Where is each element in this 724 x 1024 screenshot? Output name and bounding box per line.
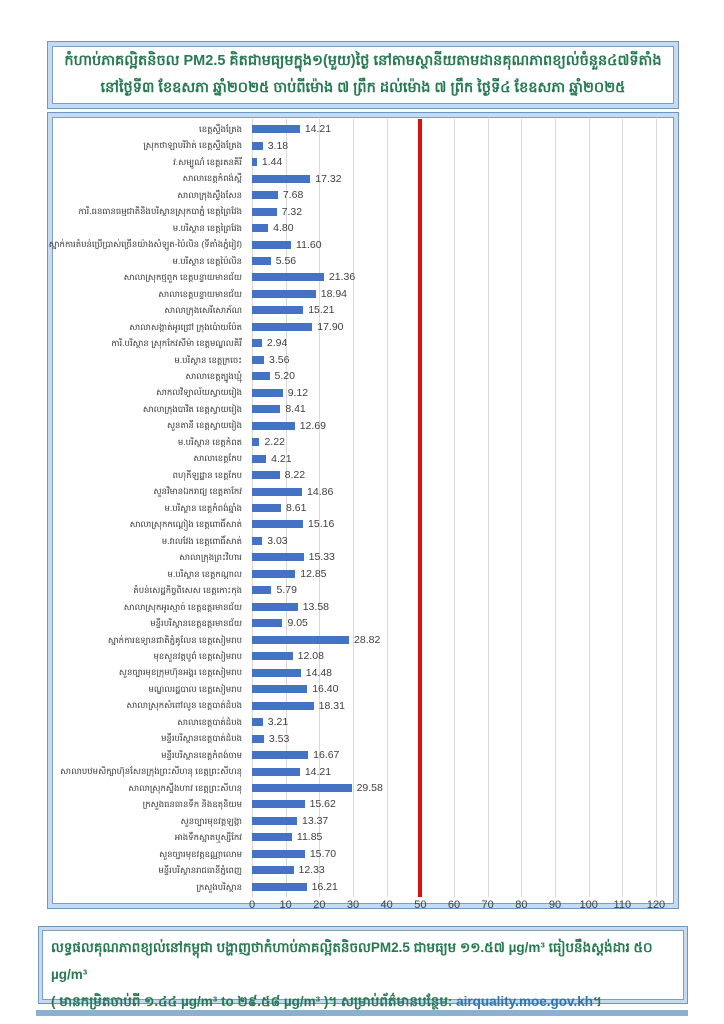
x-tick-label: 100 xyxy=(579,899,598,911)
bar xyxy=(252,158,257,166)
bar-area xyxy=(252,763,676,779)
category-label: សាលាស្រុកស្ទឹងហាវ ខេត្តព្រះសីហនុ xyxy=(128,782,242,793)
bar-area xyxy=(252,170,676,186)
value-label: 3.53 xyxy=(268,732,290,745)
bar xyxy=(252,685,307,693)
bar xyxy=(252,883,307,891)
bar xyxy=(252,389,283,397)
value-label: 3.18 xyxy=(267,139,289,152)
category-label: មណ្ឌលរដ្ឋបាល ខេត្តសៀមរាប xyxy=(148,683,242,694)
value-label: 4.80 xyxy=(273,222,294,235)
bar xyxy=(252,372,270,380)
bar-area xyxy=(252,434,676,450)
chart-box xyxy=(47,112,679,909)
category-label: ម.បរិស្ថាន ខេត្តក្រចេះ xyxy=(174,354,242,365)
category-label: ម.បរិស្ថាន ខេត្តប៉ៃលិន xyxy=(172,255,242,266)
category-label: ការិ.ធនធានធម្មជាតិនិងបរិស្ថានស្រុកបាភ្នំ ខេត្តព្រៃវែង xyxy=(78,206,242,217)
bar-row xyxy=(50,385,676,401)
bar-row xyxy=(50,566,676,582)
bar-area xyxy=(252,632,676,648)
value-label: 29.58 xyxy=(356,781,383,794)
bar-row xyxy=(50,516,676,532)
value-label: 13.37 xyxy=(302,814,329,827)
bar-row xyxy=(50,170,676,186)
category-label: ស្នាក់ការតំបន់ប្រើប្រាស់ច្រើនយ៉ាងសំឡូត-ប៉ៃលិន (ទីតាំងភ្នំរៀវ) xyxy=(48,239,242,250)
value-label: 15.62 xyxy=(309,798,336,811)
value-label: 14.86 xyxy=(307,485,334,498)
bar-area xyxy=(252,599,676,615)
footer-line2: ( មានកម្រិតចាប់ពី ១.៤៤ µg/m³ to ២៩.៥៨ µg/m³ )។ សម្រាប់ព័ត៌មានបន្ថែម: xyxy=(51,994,457,1009)
bar xyxy=(252,142,263,150)
value-label: 15.21 xyxy=(308,304,335,317)
bar-area xyxy=(252,813,676,829)
value-label: 11.60 xyxy=(296,238,322,251)
bar-area xyxy=(252,730,676,746)
category-label: សាលាក្រុងសេរីសោភ័ណ xyxy=(164,305,242,316)
category-label: ពហុកីឡដ្ឋាន ខេត្តកែប xyxy=(172,469,242,480)
bar-row xyxy=(50,697,676,713)
category-label: ម.បរិស្ថាន ខេត្តកំពត xyxy=(177,436,242,447)
bar-row xyxy=(50,236,676,252)
bar-area xyxy=(252,137,676,153)
bar-row xyxy=(50,401,676,417)
bar-area xyxy=(252,615,676,631)
bar-area xyxy=(252,450,676,466)
bar-area xyxy=(252,582,676,598)
category-label: សាលាស្រុកសំពៅលូន ខេត្តបាត់ដំបង xyxy=(126,700,242,711)
bar xyxy=(252,751,308,759)
bar-area xyxy=(252,664,676,680)
bar-row xyxy=(50,747,676,763)
bar xyxy=(252,735,264,743)
category-label: សួនតានី ខេត្តស្វាយរៀង xyxy=(166,420,242,431)
bar xyxy=(252,603,298,611)
x-axis xyxy=(248,899,666,915)
category-label: ក្រសួងបរិស្ថាន xyxy=(196,881,242,892)
bar xyxy=(252,570,295,578)
bar xyxy=(252,356,264,364)
bar-row xyxy=(50,599,676,615)
bar xyxy=(252,866,294,874)
category-label: សាលាបឋមសិក្សាហ៊ុនសែនក្រុងព្រះសីហនុ ខេត្តព្រះសីហនុ xyxy=(60,766,242,777)
category-label: មន្ទីរបរិស្ថានខេត្តកំពង់ចាម xyxy=(161,749,242,760)
bar xyxy=(252,520,303,528)
value-label: 12.85 xyxy=(300,567,327,580)
bar-area xyxy=(252,286,676,302)
bar-area xyxy=(252,352,676,368)
bar-row xyxy=(50,335,676,351)
category-label: មន្ទីរបរិស្ថានរាជធានីភ្នំពេញ xyxy=(158,865,242,876)
value-label: 13.58 xyxy=(302,600,329,613)
x-tick-label: 80 xyxy=(515,899,528,911)
bar xyxy=(252,833,292,841)
bar-row xyxy=(50,483,676,499)
bar-row xyxy=(50,450,676,466)
value-label: 16.21 xyxy=(311,880,338,893)
category-label: មុខសួនវត្តបូព៌ ខេត្តសៀមរាប xyxy=(153,650,242,661)
value-label: 1.44 xyxy=(261,156,283,169)
category-label: សាលាខេត្តកែប xyxy=(193,453,242,464)
value-label: 15.33 xyxy=(308,551,335,564)
category-label: សាលាខេត្តត្បូងឃ្មុំ xyxy=(185,371,242,382)
bar-row xyxy=(50,253,676,269)
x-tick-label: 10 xyxy=(279,899,292,911)
value-label: 17.90 xyxy=(317,320,344,333)
value-label: 7.32 xyxy=(281,205,303,218)
chart-title-line2: នៅថ្ងៃទី៣ ខែឧសភា ឆ្នាំ២០២៥ ចាប់ពីម៉ោង ៧ ព្រឹក ដល់ម៉ោង ៧ ព្រឹក ថ្ងៃទី៤ ខែឧសភា ឆ្នាំ២០២៥ xyxy=(100,80,626,96)
category-label: សាលាក្រុងបាវិត ខេត្តស្វាយរៀង xyxy=(142,403,242,414)
bar xyxy=(252,471,280,479)
bar-chart xyxy=(48,115,676,911)
bar-area xyxy=(252,714,676,730)
bar-area xyxy=(252,549,676,565)
bar-area xyxy=(252,483,676,499)
value-label: 9.12 xyxy=(287,386,309,399)
bar-area xyxy=(252,648,676,664)
bar-area xyxy=(252,533,676,549)
bar-area xyxy=(252,796,676,812)
bar-row xyxy=(50,664,676,680)
bar-area xyxy=(252,500,676,516)
value-label: 16.40 xyxy=(312,683,339,696)
value-label: 7.68 xyxy=(282,189,304,202)
bar xyxy=(252,191,278,199)
bar-row xyxy=(50,154,676,170)
bar-row xyxy=(50,220,676,236)
value-label: 11.85 xyxy=(296,831,323,844)
bar xyxy=(252,652,293,660)
bar-row xyxy=(50,467,676,483)
value-label: 16.67 xyxy=(313,749,340,762)
value-label: 5.20 xyxy=(274,370,295,383)
bar-row xyxy=(50,780,676,796)
value-label: 18.94 xyxy=(320,287,348,300)
bar-row xyxy=(50,829,676,845)
title-box xyxy=(47,41,679,109)
bar xyxy=(252,817,297,825)
bar-area xyxy=(252,236,676,252)
category-label: សាលាសង្កាត់អូរជ្រៅ ក្រុងប៉ោយប៉ែត xyxy=(129,321,242,332)
value-label: 12.08 xyxy=(297,650,324,663)
bar xyxy=(252,488,302,496)
bar-area xyxy=(252,829,676,845)
category-label: សាកលវិទ្យាល័យស្វាយរៀង xyxy=(156,387,242,398)
bar xyxy=(252,586,271,594)
value-label: 5.56 xyxy=(275,254,297,267)
bar-rows xyxy=(50,121,676,895)
value-label: 4.21 xyxy=(271,452,292,465)
bar-area xyxy=(252,681,676,697)
bar-row xyxy=(50,879,676,895)
value-label: 15.16 xyxy=(308,518,335,531)
bar-row xyxy=(50,862,676,878)
category-label: តំបន់សេដ្ឋកិច្ចពិសេស ខេត្តកោះកុង xyxy=(133,585,242,596)
category-label: សាលាស្រុកអូរស្មាច់ ខេត្តឧត្តរមានជ័យ xyxy=(123,601,242,612)
bar-row xyxy=(50,417,676,433)
bar xyxy=(252,422,295,430)
bar-row xyxy=(50,582,676,598)
value-label: 2.22 xyxy=(264,436,285,449)
bar-area xyxy=(252,467,676,483)
bar-area xyxy=(252,780,676,796)
category-label: សួនច្បារមុខវត្តឧណ្ណាលោម xyxy=(159,848,242,859)
category-label: សាលាខេត្តកំពង់ស្ពឺ xyxy=(182,173,242,184)
bar-row xyxy=(50,813,676,829)
bar xyxy=(252,619,282,627)
category-label: អាងទឹកស្អាតឬស្សីកែវ xyxy=(174,832,242,843)
value-label: 21.36 xyxy=(328,271,356,284)
bar xyxy=(252,784,352,792)
bar-area xyxy=(252,220,676,236)
x-tick-label: 120 xyxy=(646,899,666,911)
category-label: សាលាខេត្តបន្ទាយមានជ័យ xyxy=(158,288,242,299)
bar xyxy=(252,125,300,133)
bar-row xyxy=(50,846,676,862)
bar-area xyxy=(252,566,676,582)
value-label: 14.21 xyxy=(304,765,332,778)
bar-area xyxy=(252,154,676,170)
chart-title xyxy=(54,48,672,102)
bar xyxy=(252,850,305,858)
bar-row xyxy=(50,302,676,318)
category-label: ម.បរិស្ថាន ខេត្តព្រៃវែង xyxy=(172,222,242,233)
bar xyxy=(252,768,300,776)
category-label: សួនវិមានឯករាជ្យ ខេត្តតាកែវ xyxy=(153,486,242,497)
bar xyxy=(252,405,280,413)
footer-line1: លទ្ធផលគុណភាពខ្យល់នៅកម្ពុជា បង្ហាញថាកំហាប់ភាគល្អិតនិចលPM2.5 ជាមធ្យម ១១.៥៧ µg/m³ ធៀបនឹងស្តង់ដារ ៥០ µg/m³ xyxy=(51,940,653,982)
bar-area xyxy=(252,203,676,219)
bar-row xyxy=(50,714,676,730)
value-label: 9.05 xyxy=(287,617,308,630)
bar-row xyxy=(50,352,676,368)
chart-title-line1: កំហាប់ភាគល្អិតនិចល PM2.5 គិតជាមធ្យមក្នុង១(មួយ)ថ្ងៃ នៅតាមស្ថានីយតាមដានគុណភាពខ្យល់ចំនួន៤៧ទីតាំង xyxy=(64,53,662,70)
bar-area xyxy=(252,516,676,532)
category-label: ស្នាក់ការឧទ្យានជាតិភ្នំគូលែន ខេត្តសៀមរាប xyxy=(107,634,242,645)
bar-area xyxy=(252,747,676,763)
category-label: មន្ទីរបរិស្ថានខេត្តបាត់ដំបង xyxy=(161,733,242,744)
category-label: ម.វាលវែង ខេត្តពោធិ៍សាត់ xyxy=(161,535,242,546)
x-tick-label: 40 xyxy=(380,899,393,911)
bar-area xyxy=(252,319,676,335)
bar-row xyxy=(50,549,676,565)
value-label: 12.33 xyxy=(298,864,325,877)
bar xyxy=(252,718,263,726)
value-label: 8.22 xyxy=(284,469,306,482)
category-label: សួនច្បារមុខវត្តឡង្កា xyxy=(180,815,242,826)
bar xyxy=(252,702,314,710)
bar-row xyxy=(50,796,676,812)
bar-row xyxy=(50,286,676,302)
bar-area xyxy=(252,697,676,713)
bar-area xyxy=(252,879,676,895)
x-tick-label: 50 xyxy=(414,899,427,911)
bar-area xyxy=(252,121,676,137)
bar-row xyxy=(50,681,676,697)
value-label: 28.82 xyxy=(354,633,381,646)
x-tick-label: 0 xyxy=(248,899,256,911)
footer-box xyxy=(38,926,688,1009)
bar xyxy=(252,636,349,644)
bar-row xyxy=(50,434,676,450)
value-label: 8.41 xyxy=(285,403,306,416)
footer-text xyxy=(51,934,675,1009)
bar xyxy=(252,438,259,446)
bar xyxy=(252,273,324,281)
bar-row xyxy=(50,763,676,779)
bar-area xyxy=(252,253,676,269)
value-label: 15.70 xyxy=(309,847,337,860)
bar-row xyxy=(50,632,676,648)
x-tick-label: 60 xyxy=(447,899,461,911)
bar xyxy=(252,339,262,347)
bar-area xyxy=(252,335,676,351)
value-label: 18.31 xyxy=(318,699,345,712)
bar-row xyxy=(50,269,676,285)
value-label: 2.94 xyxy=(266,337,288,350)
category-label: ម.បរិស្ថាន ខេត្តកំពង់ឆ្នាំង xyxy=(164,502,242,513)
bar xyxy=(252,290,316,298)
bar-area xyxy=(252,862,676,878)
bar-area xyxy=(252,269,676,285)
category-label: ស្រុកថាឡាបរិវ៉ាត់ ខេត្តស្ទឹងត្រែង xyxy=(143,140,242,151)
category-label: ម.បរិស្ថាន ខេត្តកណ្តាល xyxy=(167,568,242,579)
category-label: សួនច្បារមុខក្រុមហ៊ុនអង្គរ ខេត្តសៀមរាប xyxy=(118,667,242,678)
bar-area xyxy=(252,368,676,384)
value-label: 5.79 xyxy=(276,584,297,597)
category-label: ខេត្តស្ទឹងត្រែង xyxy=(199,123,242,134)
bar-row xyxy=(50,121,676,137)
bar xyxy=(252,669,301,677)
category-label: វ.សម្បូណ៌ ខេត្តរតនគិរី xyxy=(173,156,242,167)
x-tick-label: 30 xyxy=(346,899,360,911)
bar-area xyxy=(252,385,676,401)
bar xyxy=(252,306,303,314)
bar xyxy=(252,323,312,331)
bar-area xyxy=(252,187,676,203)
x-tick-label: 70 xyxy=(481,899,494,911)
category-label: សាលាស្រុកកណ្តៀង ខេត្តពោធិ៍សាត់ xyxy=(129,519,242,530)
bar-row xyxy=(50,533,676,549)
bar-row xyxy=(50,500,676,516)
category-label: ការិ.បរិស្ថាន ស្រុកកែវសីម៉ា ខេត្តមណ្ឌលគិរី xyxy=(111,338,242,349)
airquality-link[interactable]: airquality.moe.gov.kh xyxy=(456,994,593,1009)
category-label: សាលាខេត្តបាត់ដំបង xyxy=(177,716,242,727)
bar xyxy=(252,208,277,216)
bar-row xyxy=(50,203,676,219)
x-tick-label: 90 xyxy=(548,899,562,911)
value-label: 3.03 xyxy=(267,534,288,547)
bar-row xyxy=(50,648,676,664)
category-label: មន្ទីរបរិស្ថានខេត្តឧត្តរមានជ័យ xyxy=(150,618,242,629)
bar xyxy=(252,800,305,808)
bar-area xyxy=(252,417,676,433)
bar xyxy=(252,504,281,512)
value-label: 14.48 xyxy=(305,666,333,679)
bar xyxy=(252,455,266,463)
bar-row xyxy=(50,615,676,631)
category-label: សាលាក្រុងស្ទឹងសែន xyxy=(177,189,242,200)
bar-row xyxy=(50,187,676,203)
value-label: 3.56 xyxy=(268,353,290,366)
bar xyxy=(252,257,271,265)
category-label: ក្រសួងធនធានទឹក និងឧតុនិយម xyxy=(142,799,242,810)
footer-line2-end: ។ xyxy=(592,994,602,1009)
bar-area xyxy=(252,846,676,862)
bar-row xyxy=(50,319,676,335)
bar xyxy=(252,241,291,249)
value-label: 14.21 xyxy=(304,123,332,136)
value-label: 12.69 xyxy=(299,419,326,432)
bar-area xyxy=(252,302,676,318)
bar xyxy=(252,553,304,561)
bar xyxy=(252,537,262,545)
bottom-border-strip xyxy=(36,1010,688,1016)
x-tick-label: 20 xyxy=(313,899,326,911)
bar-row xyxy=(50,368,676,384)
bar xyxy=(252,224,268,232)
value-label: 17.32 xyxy=(315,172,342,185)
bar xyxy=(252,175,310,183)
category-label: សាលាស្រុកថ្មពួក ខេត្តបន្ទាយមានជ័យ xyxy=(123,272,242,283)
category-label: សាលាក្រុងព្រះវិហារ xyxy=(179,552,242,563)
value-label: 3.21 xyxy=(267,716,289,729)
bar-area xyxy=(252,401,676,417)
bar-row xyxy=(50,730,676,746)
bar-row xyxy=(50,137,676,153)
x-tick-label: 110 xyxy=(613,899,632,911)
value-label: 8.61 xyxy=(285,502,307,515)
